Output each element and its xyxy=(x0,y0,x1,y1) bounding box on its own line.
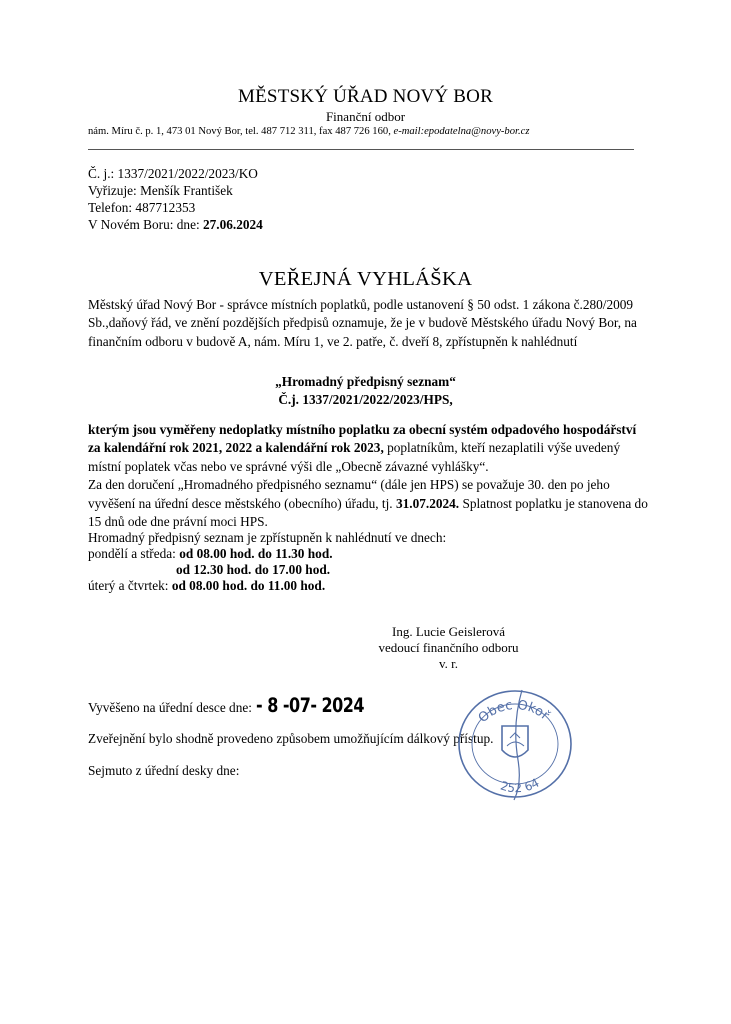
delivery-text: Za den doručení „Hromadného předpisného seznamu“ (dále jen HPS) se považuje 30. den po jeho vyvěšení na úřední desce městského (obecního) úřadu, tj. xyxy=(88,477,610,511)
hps-reference: Č.j. 1337/2021/2022/2023/HPS, xyxy=(278,392,453,407)
delivery-end: Splatnost poplatku je stanovena do 15 dnů ode dne právní moci HPS. xyxy=(88,495,648,530)
phone: Telefon: 487712353 xyxy=(88,200,196,215)
header-divider xyxy=(88,149,634,150)
hours-row xyxy=(176,562,330,578)
issue-date-value: 27.06.2024 xyxy=(202,217,263,232)
handler: Vyřizuje: Menšík František xyxy=(88,183,233,198)
reference-number: Č. j.: 1337/2021/2022/2023/KO xyxy=(88,166,258,181)
hours-row xyxy=(88,578,325,594)
office-name: MĚSTSKÝ ÚŘAD NOVÝ BOR xyxy=(238,86,493,107)
hours-row xyxy=(88,546,333,562)
posted-date-handwritten: - 8 -07- 2024 xyxy=(256,694,365,717)
removed-label: Sejmuto z úřední desky dne: xyxy=(88,763,240,778)
issue-date-label: V Novém Boru: dne: xyxy=(88,217,203,232)
hours-time: od 12.30 hod. do 17.00 hod. xyxy=(176,562,331,577)
intro-paragraph: Městský úřad Nový Bor - správce místních poplatků, podle ustanovení § 50 odst. 1 zákona č.280/2009 Sb.,daňový řád, ve znění pozdějších předpisů oznamuje, že je v budově Městského úřadu Nový Bor, na finančním odboru v budově A, nám. Míru 1, ve 2. patře, č. dveří 8, zpřístupněn k nahlédnutí xyxy=(88,297,637,349)
signatory-vr: v. r. xyxy=(438,656,459,671)
email-text: e-mail:epodatelna@novy-bor.cz xyxy=(393,126,530,137)
issue-date xyxy=(88,217,263,233)
stamp-text-bottom: 252 64 xyxy=(498,775,542,796)
document-title: VEŘEJNÁ VYHLÁŠKA xyxy=(258,268,473,290)
published-note: Zveřejnění bylo shodně provedeno způsobem umožňujícím dálkový přístup. xyxy=(88,731,494,746)
body-bold-lead: kterým jsou vyměřeny nedoplatky místního poplatku za obecní systém odpadového hospodářství za kalendářní rok 2021, 2022 a kalendářní rok 2023, xyxy=(88,422,637,456)
hours-time: od 08.00 hod. do 11.30 hod. xyxy=(179,546,333,561)
stamp-text-top: Obec Okoř xyxy=(475,697,552,727)
department-name: Finanční odbor xyxy=(325,109,406,124)
posted-label: Vyvěšeno na úřední desce dne: xyxy=(88,700,252,715)
municipal-stamp xyxy=(452,684,578,804)
signatory-role: vedoucí finančního odboru xyxy=(378,640,519,655)
hours-intro: Hromadný předpisný seznam je zpřístupněn k nahlédnutí ve dnech: xyxy=(88,530,447,545)
body-rest: poplatníkům, kteří nezaplatili výše uvedený místní poplatek včas nebo ve správné výši dle „Obecně závazné vyhlášky“. xyxy=(88,440,621,474)
hps-title: „Hromadný předpisný seznam“ xyxy=(275,374,456,389)
hours-day: pondělí a středa: xyxy=(88,546,180,561)
body-paragraph xyxy=(88,421,648,531)
address-text: nám. Míru č. p. 1, 473 01 Nový Bor, tel. 487 712 311, fax 487 726 160, xyxy=(88,126,394,137)
hours-time: od 08.00 hod. do 11.00 hod. xyxy=(171,578,326,593)
delivery-date: 31.07.2024. xyxy=(395,495,460,511)
office-address xyxy=(88,126,529,137)
signatory-name: Ing. Lucie Geislerová xyxy=(392,624,505,639)
hours-day: úterý a čtvrtek: xyxy=(88,578,172,593)
